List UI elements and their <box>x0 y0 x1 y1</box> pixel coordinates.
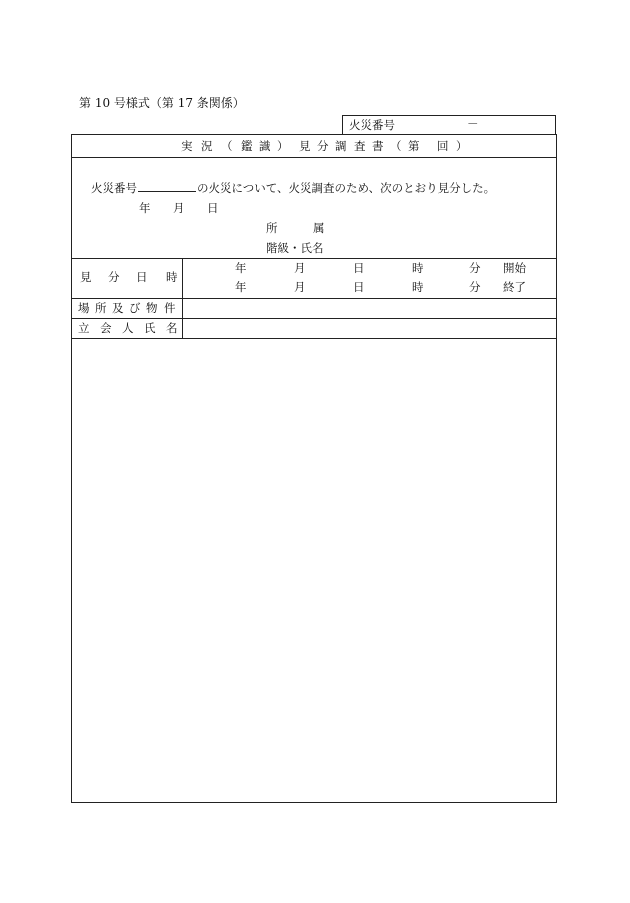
end-hour: 時 <box>412 280 424 294</box>
datetime-label-char: 時 <box>166 270 178 284</box>
title-char: 実 <box>181 139 193 153</box>
affiliation-label-1: 所 <box>266 221 278 235</box>
inspection-statement <box>91 181 495 195</box>
title-char: 第 <box>408 139 420 153</box>
fire-number-blank <box>138 181 196 192</box>
title-char: 書 <box>372 139 384 153</box>
date-day: 日 <box>207 201 219 215</box>
start-hour: 時 <box>412 261 424 275</box>
start-month: 月 <box>294 261 306 275</box>
start-minute: 分 <box>469 261 481 275</box>
datetime-label-char: 見 <box>80 270 92 284</box>
end-label: 終了 <box>503 280 526 294</box>
title-char: 査 <box>354 139 366 153</box>
title-char: 調 <box>335 139 347 153</box>
witness-label-char: 会 <box>100 321 112 335</box>
title-divider <box>72 157 556 158</box>
location-label-char: 及 <box>112 301 124 315</box>
witness-label-char: 名 <box>166 321 178 335</box>
start-day: 日 <box>353 261 365 275</box>
form-number-label: 第 10 号様式（第 17 条関係） <box>79 96 245 110</box>
title-char: 回 <box>437 139 449 153</box>
datetime-label-char: 分 <box>108 270 120 284</box>
rank-name-label: 階級・氏名 <box>266 241 324 255</box>
end-minute: 分 <box>469 280 481 294</box>
start-year: 年 <box>235 261 247 275</box>
row-divider <box>72 318 556 319</box>
location-label-char: 物 <box>146 301 158 315</box>
title-char: （ <box>390 139 402 153</box>
fire-number-box <box>342 115 556 135</box>
inspection-notes-area <box>72 339 556 802</box>
table-top-border <box>72 258 556 259</box>
affiliation-label-2: 属 <box>313 221 325 235</box>
witness-label-char: 氏 <box>144 321 156 335</box>
fire-number-box-dash: － <box>467 117 479 131</box>
title-char: 分 <box>317 139 329 153</box>
inspection-form <box>71 134 557 803</box>
location-label-char: び <box>129 301 141 315</box>
fire-number-box-label: 火災番号 <box>349 118 395 132</box>
location-label-char: 場 <box>78 301 90 315</box>
date-month: 月 <box>173 201 185 215</box>
location-label-char: 件 <box>164 301 176 315</box>
title-char: 況 <box>201 139 213 153</box>
end-month: 月 <box>294 280 306 294</box>
statement-suffix: の火災について、火災調査のため、次のとおり見分した。 <box>197 181 496 195</box>
title-char: ） <box>456 139 468 153</box>
end-day: 日 <box>353 280 365 294</box>
witness-label-char: 立 <box>78 321 90 335</box>
witness-label-char: 人 <box>122 321 134 335</box>
datetime-label-char: 日 <box>136 270 148 284</box>
row-divider <box>72 298 556 299</box>
statement-prefix: 火災番号 <box>91 181 137 195</box>
start-label: 開始 <box>503 261 526 275</box>
title-char: （ <box>221 139 233 153</box>
title-char: 見 <box>299 139 311 153</box>
date-year: 年 <box>139 201 151 215</box>
title-char: 識 <box>259 139 271 153</box>
title-char: 鑑 <box>241 139 253 153</box>
location-label-char: 所 <box>95 301 107 315</box>
title-char: ） <box>277 139 289 153</box>
end-year: 年 <box>235 280 247 294</box>
